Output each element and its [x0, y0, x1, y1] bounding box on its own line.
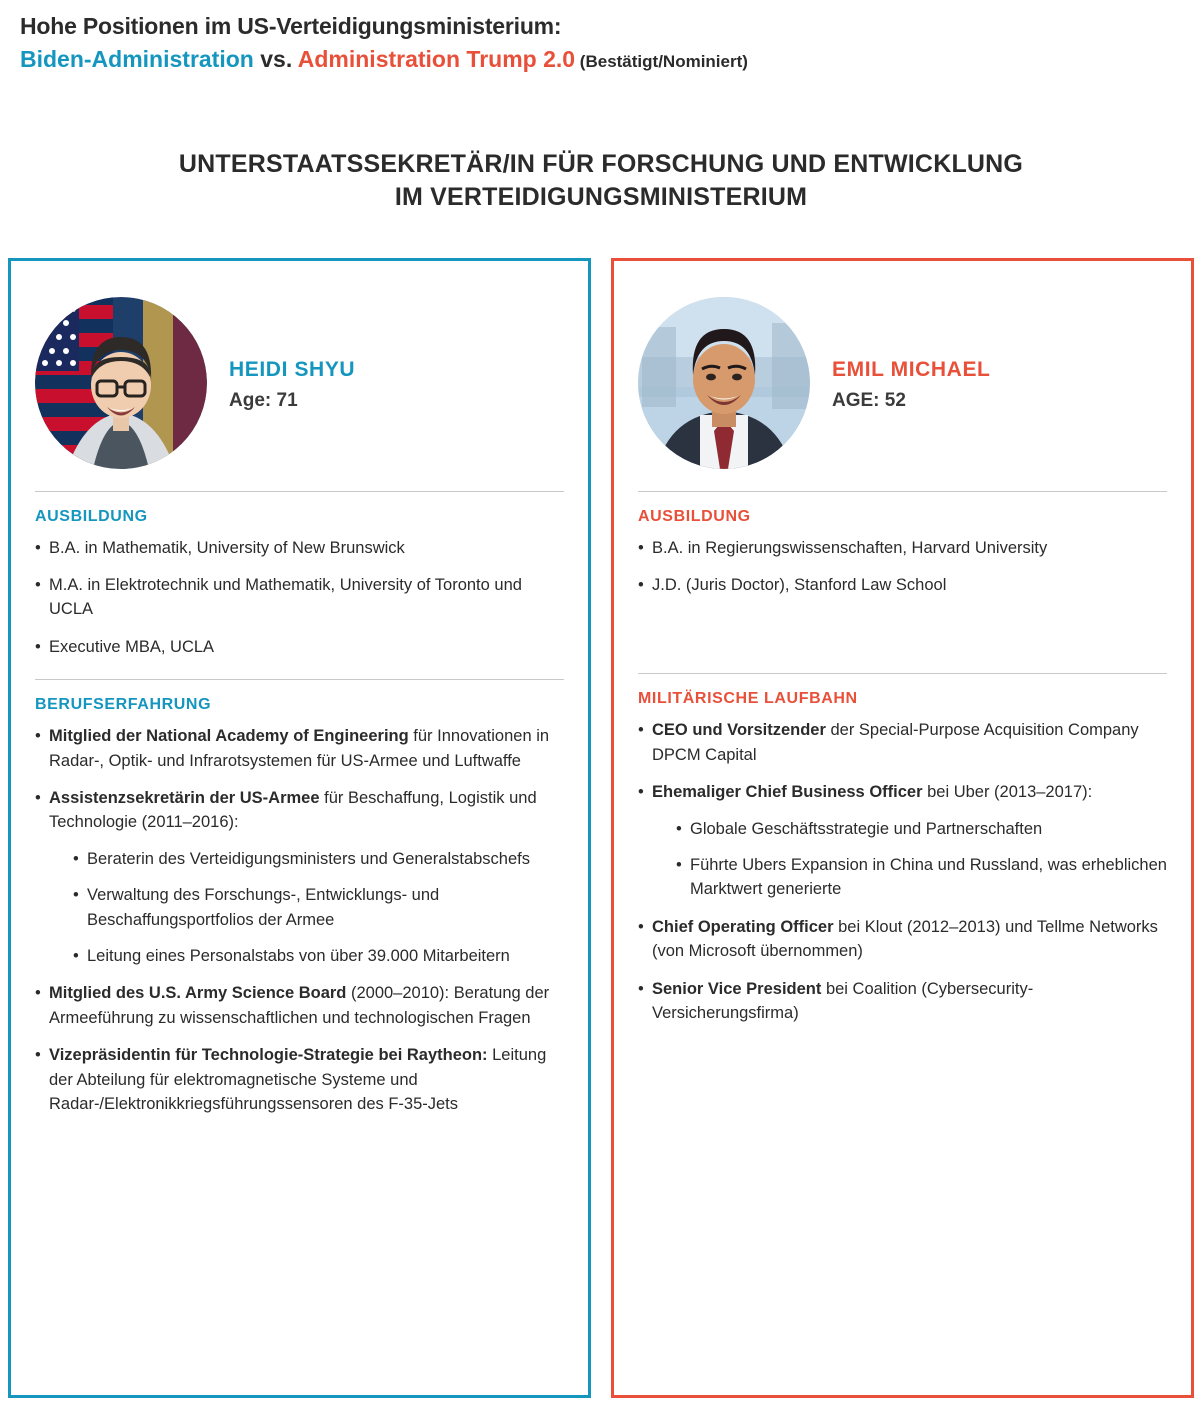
divider [35, 679, 564, 680]
header-note-label: (Bestätigt/Nominiert) [575, 51, 748, 71]
list-item [35, 786, 564, 968]
list-item [638, 718, 1167, 767]
header-line-2 [20, 45, 1182, 74]
sub-list [652, 817, 1167, 902]
sub-list [49, 847, 564, 969]
header-biden-label: Biden-Administration [20, 45, 254, 72]
sub-list-item: • Leitung eines Personalstabs von über 39.000 Mitarbeitern [73, 944, 564, 968]
divider [35, 491, 564, 492]
person-header-right [638, 283, 1167, 491]
person-name-right: EMIL MICHAEL [832, 357, 991, 381]
header-vs-label: vs. [253, 45, 298, 72]
avatar-heidi-shyu [35, 297, 207, 469]
list-item [638, 780, 1167, 902]
list-item [638, 915, 1167, 964]
list-item-text: bei Klout (2012–2013) und Tellme Networks (von Microsoft übernommen) [652, 917, 1158, 961]
section-title-experience-left: BERUFSERFAHRUNG [35, 696, 212, 714]
person-name-left: HEIDI SHYU [229, 357, 356, 381]
section-title-education-right: AUSBILDUNG [638, 507, 751, 525]
list-item-text: Leitung der Abteilung für elektromagnetische Systeme und Radar-/Elektronikkriegsführungssensoren des F-35-Jets [49, 1046, 547, 1113]
list-item-bold: Ehemaliger Chief Business Officer [652, 783, 923, 802]
list-item-bold: Senior Vice President [652, 979, 822, 998]
section-title-education-left: AUSBILDUNG [35, 507, 148, 525]
page-title-line-2: IM VERTEIDIGUNGSMINISTERIUM [394, 182, 808, 211]
person-age-right: AGE: 52 [832, 389, 906, 411]
sub-list-item: • Führte Ubers Expansion in China und Russland, was erheblichen Marktwert generierte [676, 853, 1167, 902]
experience-list-right [638, 718, 1167, 1025]
list-item: • J.D. (Juris Doctor), Stanford Law School [638, 573, 1167, 597]
list-item-bold: Mitglied des U.S. Army Science Board [49, 984, 347, 1003]
list-item-bold: Vizepräsidentin für Technologie-Strategie bei Raytheon: [49, 1046, 488, 1065]
list-item-bold: Chief Operating Officer [652, 917, 834, 936]
list-item: • B.A. in Mathematik, University of New Brunswick [35, 536, 564, 560]
list-item-text: der Special-Purpose Acquisition Company DPCM Capital [652, 721, 1139, 764]
list-item: • B.A. in Regierungswissenschaften, Harvard University [638, 536, 1167, 560]
person-info-right [832, 354, 990, 412]
list-item: • Executive MBA, UCLA [35, 635, 564, 659]
list-item-text: (2000–2010): Beratung der Armeeführung zu wissenschaftlichen und technologischen Fragen [49, 984, 550, 1027]
header-trump-label: Administration Trump 2.0 [297, 45, 576, 72]
sub-list-item: • Beraterin des Verteidigungsministers und Generalstabschefs [73, 847, 564, 871]
page-title-line-1: UNTERSTAATSSEKRETÄR/IN FÜR FORSCHUNG UND ENTWICKLUNG [178, 149, 1024, 178]
list-item-bold: Mitglied der National Academy of Engineering [49, 727, 409, 746]
sub-list-item: • Verwaltung des Forschungs-, Entwicklungs- und Beschaffungsportfolios der Armee [73, 883, 564, 932]
person-age-left: Age: 71 [229, 389, 298, 411]
list-item-bold: Assistenzsekretärin der US-Armee [49, 788, 320, 807]
list-item-text: bei Coalition (Cybersecurity-Versicherungsfirma) [652, 979, 1034, 1022]
list-item [35, 1043, 564, 1116]
education-list-left [35, 536, 564, 660]
card-biden-nominee [8, 258, 591, 1398]
comparison-columns [0, 258, 1202, 1408]
education-list-right [638, 536, 1167, 598]
section-title-experience-right: MILITÄRISCHE LAUFBAHN [638, 690, 858, 708]
card-trump-nominee [611, 258, 1194, 1398]
divider [638, 673, 1167, 674]
header-line-1: Hohe Positionen im US-Verteidigungsministerium: [20, 13, 562, 39]
avatar-emil-michael [638, 297, 810, 469]
experience-list-left [35, 724, 564, 1116]
header [0, 0, 1202, 74]
list-item-text: bei Uber (2013–2017): [922, 783, 1093, 802]
person-info-left [229, 354, 355, 412]
list-item-bold: CEO und Vorsitzender [652, 721, 826, 740]
person-header-left [35, 283, 564, 491]
sub-list-item: • Globale Geschäftsstrategie und Partnerschaften [676, 817, 1167, 841]
list-item-text: für Innovationen in Radar-, Optik- und Infrarotsystemen für US-Armee und Luftwaffe [49, 727, 550, 770]
list-item [638, 977, 1167, 1026]
list-item-text: für Beschaffung, Logistik und Technologie (2011–2016): [49, 788, 537, 832]
list-item: • M.A. in Elektrotechnik und Mathematik, University of Toronto und UCLA [35, 573, 564, 622]
list-item [35, 724, 564, 773]
page-title [0, 148, 1202, 214]
list-item [35, 981, 564, 1030]
divider [638, 491, 1167, 492]
